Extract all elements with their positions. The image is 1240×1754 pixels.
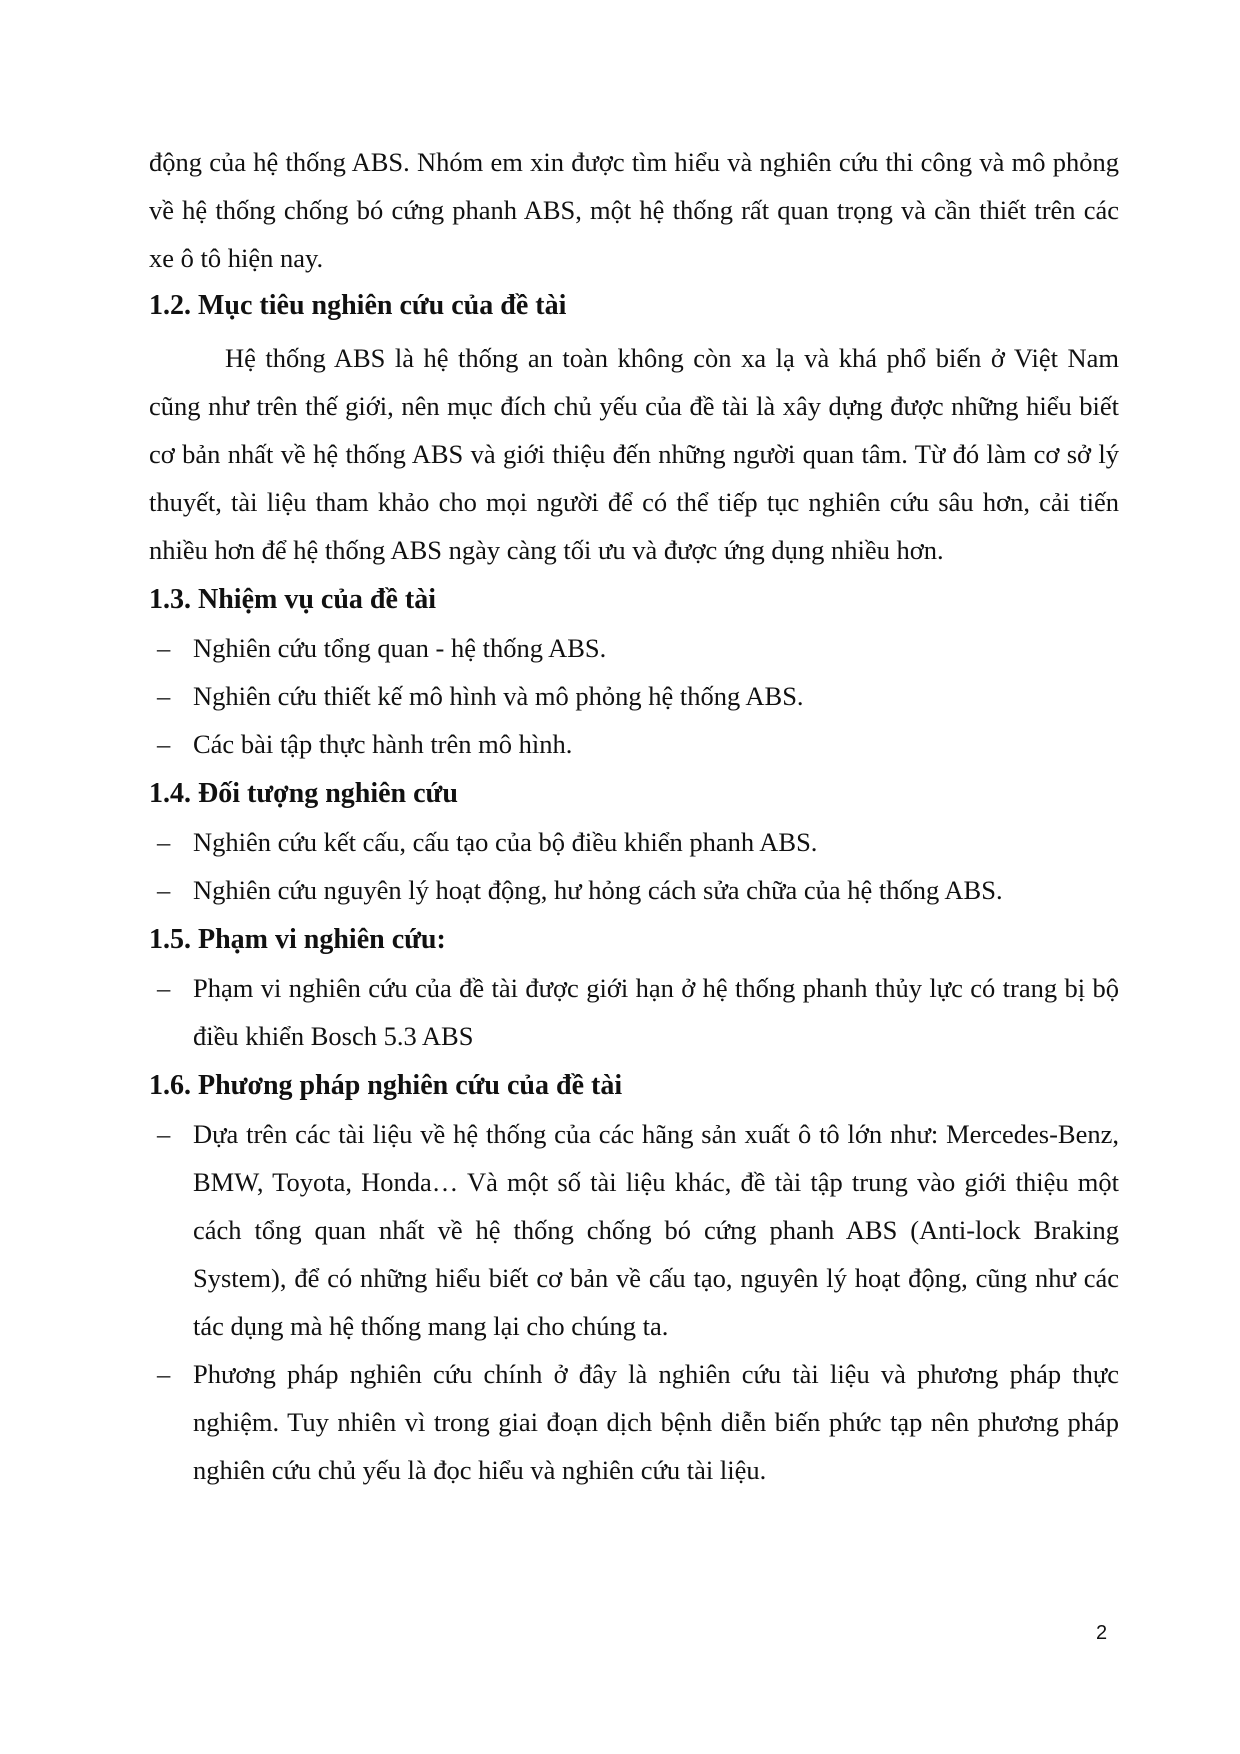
dash-bullet: – [157, 875, 171, 905]
list-item-text: Nghiên cứu nguyên lý hoạt động, hư hỏng cách sửa chữa của hệ thống ABS. [193, 875, 1003, 905]
list-item [149, 1110, 1119, 1350]
list-item [149, 672, 1119, 720]
list-item [149, 1350, 1119, 1494]
list-item-text: Phương pháp nghiên cứu chính ở đây là nghiên cứu tài liệu và phương pháp thực nghiệm. Tuy nhiên vì trong giai đoạn dịch bệnh diễn biến phức tạp nên phương pháp nghiên cứu chủ yếu là đọc hiểu và nghiên cứu tài liệu. [193, 1359, 1119, 1485]
section-heading-1-6: 1.6. Phương pháp nghiên cứu của đề tài [149, 1070, 623, 1101]
section-heading-1-5: 1.5. Phạm vi nghiên cứu: [149, 924, 446, 955]
list-item-text: Nghiên cứu thiết kế mô hình và mô phỏng hệ thống ABS. [193, 681, 804, 711]
document-page [149, 138, 1119, 1494]
list-item [149, 866, 1119, 914]
section-1-2-paragraph: Hệ thống ABS là hệ thống an toàn không còn xa lạ và khá phổ biến ở Việt Nam cũng như trên thế giới, nên mục đích chủ yếu của đề tài là xây dựng được những hiểu biết cơ bản nhất về hệ thống ABS và giới thiệu đến những người quan tâm. Từ đó làm cơ sở lý thuyết, tài liệu tham khảo cho mọi người để có thể tiếp tục nghiên cứu sâu hơn, cải tiến nhiều hơn để hệ thống ABS ngày càng tối ưu và được ứng dụng nhiều hơn. [149, 343, 1119, 565]
dash-bullet: – [157, 1359, 171, 1389]
section-1-6-list [149, 1110, 1119, 1494]
section-1-4-list [149, 818, 1119, 914]
section-heading-1-2: 1.2. Mục tiêu nghiên cứu của đề tài [149, 290, 567, 321]
dash-bullet: – [157, 973, 171, 1003]
list-item-text: Phạm vi nghiên cứu của đề tài được giới hạn ở hệ thống phanh thủy lực có trang bị bộ điều khiển Bosch 5.3 ABS [193, 973, 1119, 1051]
list-item [149, 720, 1119, 768]
dash-bullet: – [157, 827, 171, 857]
intro-paragraph: động của hệ thống ABS. Nhóm em xin được tìm hiểu và nghiên cứu thi công và mô phỏng về hệ thống chống bó cứng phanh ABS, một hệ thống rất quan trọng và cần thiết trên các xe ô tô hiện nay. [149, 147, 1119, 273]
list-item-text: Nghiên cứu kết cấu, cấu tạo của bộ điều khiển phanh ABS. [193, 827, 818, 857]
section-1-5-list [149, 964, 1119, 1060]
list-item [149, 624, 1119, 672]
dash-bullet: – [157, 681, 171, 711]
list-item-text: Các bài tập thực hành trên mô hình. [193, 729, 573, 759]
list-item [149, 964, 1119, 1060]
list-item-text: Nghiên cứu tổng quan - hệ thống ABS. [193, 633, 607, 663]
dash-bullet: – [157, 633, 171, 663]
list-item-text: Dựa trên các tài liệu về hệ thống của các hãng sản xuất ô tô lớn như: Mercedes-Benz, BMW, Toyota, Honda… Và một số tài liệu khác, đề tài tập trung vào giới thiệu một cách tổng quan nhất về hệ thống chống bó cứng phanh ABS (Anti-lock Braking System), để có những hiểu biết cơ bản về cấu tạo, nguyên lý hoạt động, cũng như các tác dụng mà hệ thống mang lại cho chúng ta. [193, 1119, 1119, 1341]
section-heading-1-3: 1.3. Nhiệm vụ của đề tài [149, 584, 436, 615]
section-1-3-list [149, 624, 1119, 768]
list-item [149, 818, 1119, 866]
dash-bullet: – [157, 1119, 171, 1149]
page-number: 2 [1096, 1622, 1108, 1644]
dash-bullet: – [157, 729, 171, 759]
section-heading-1-4: 1.4. Đối tượng nghiên cứu [149, 778, 458, 809]
